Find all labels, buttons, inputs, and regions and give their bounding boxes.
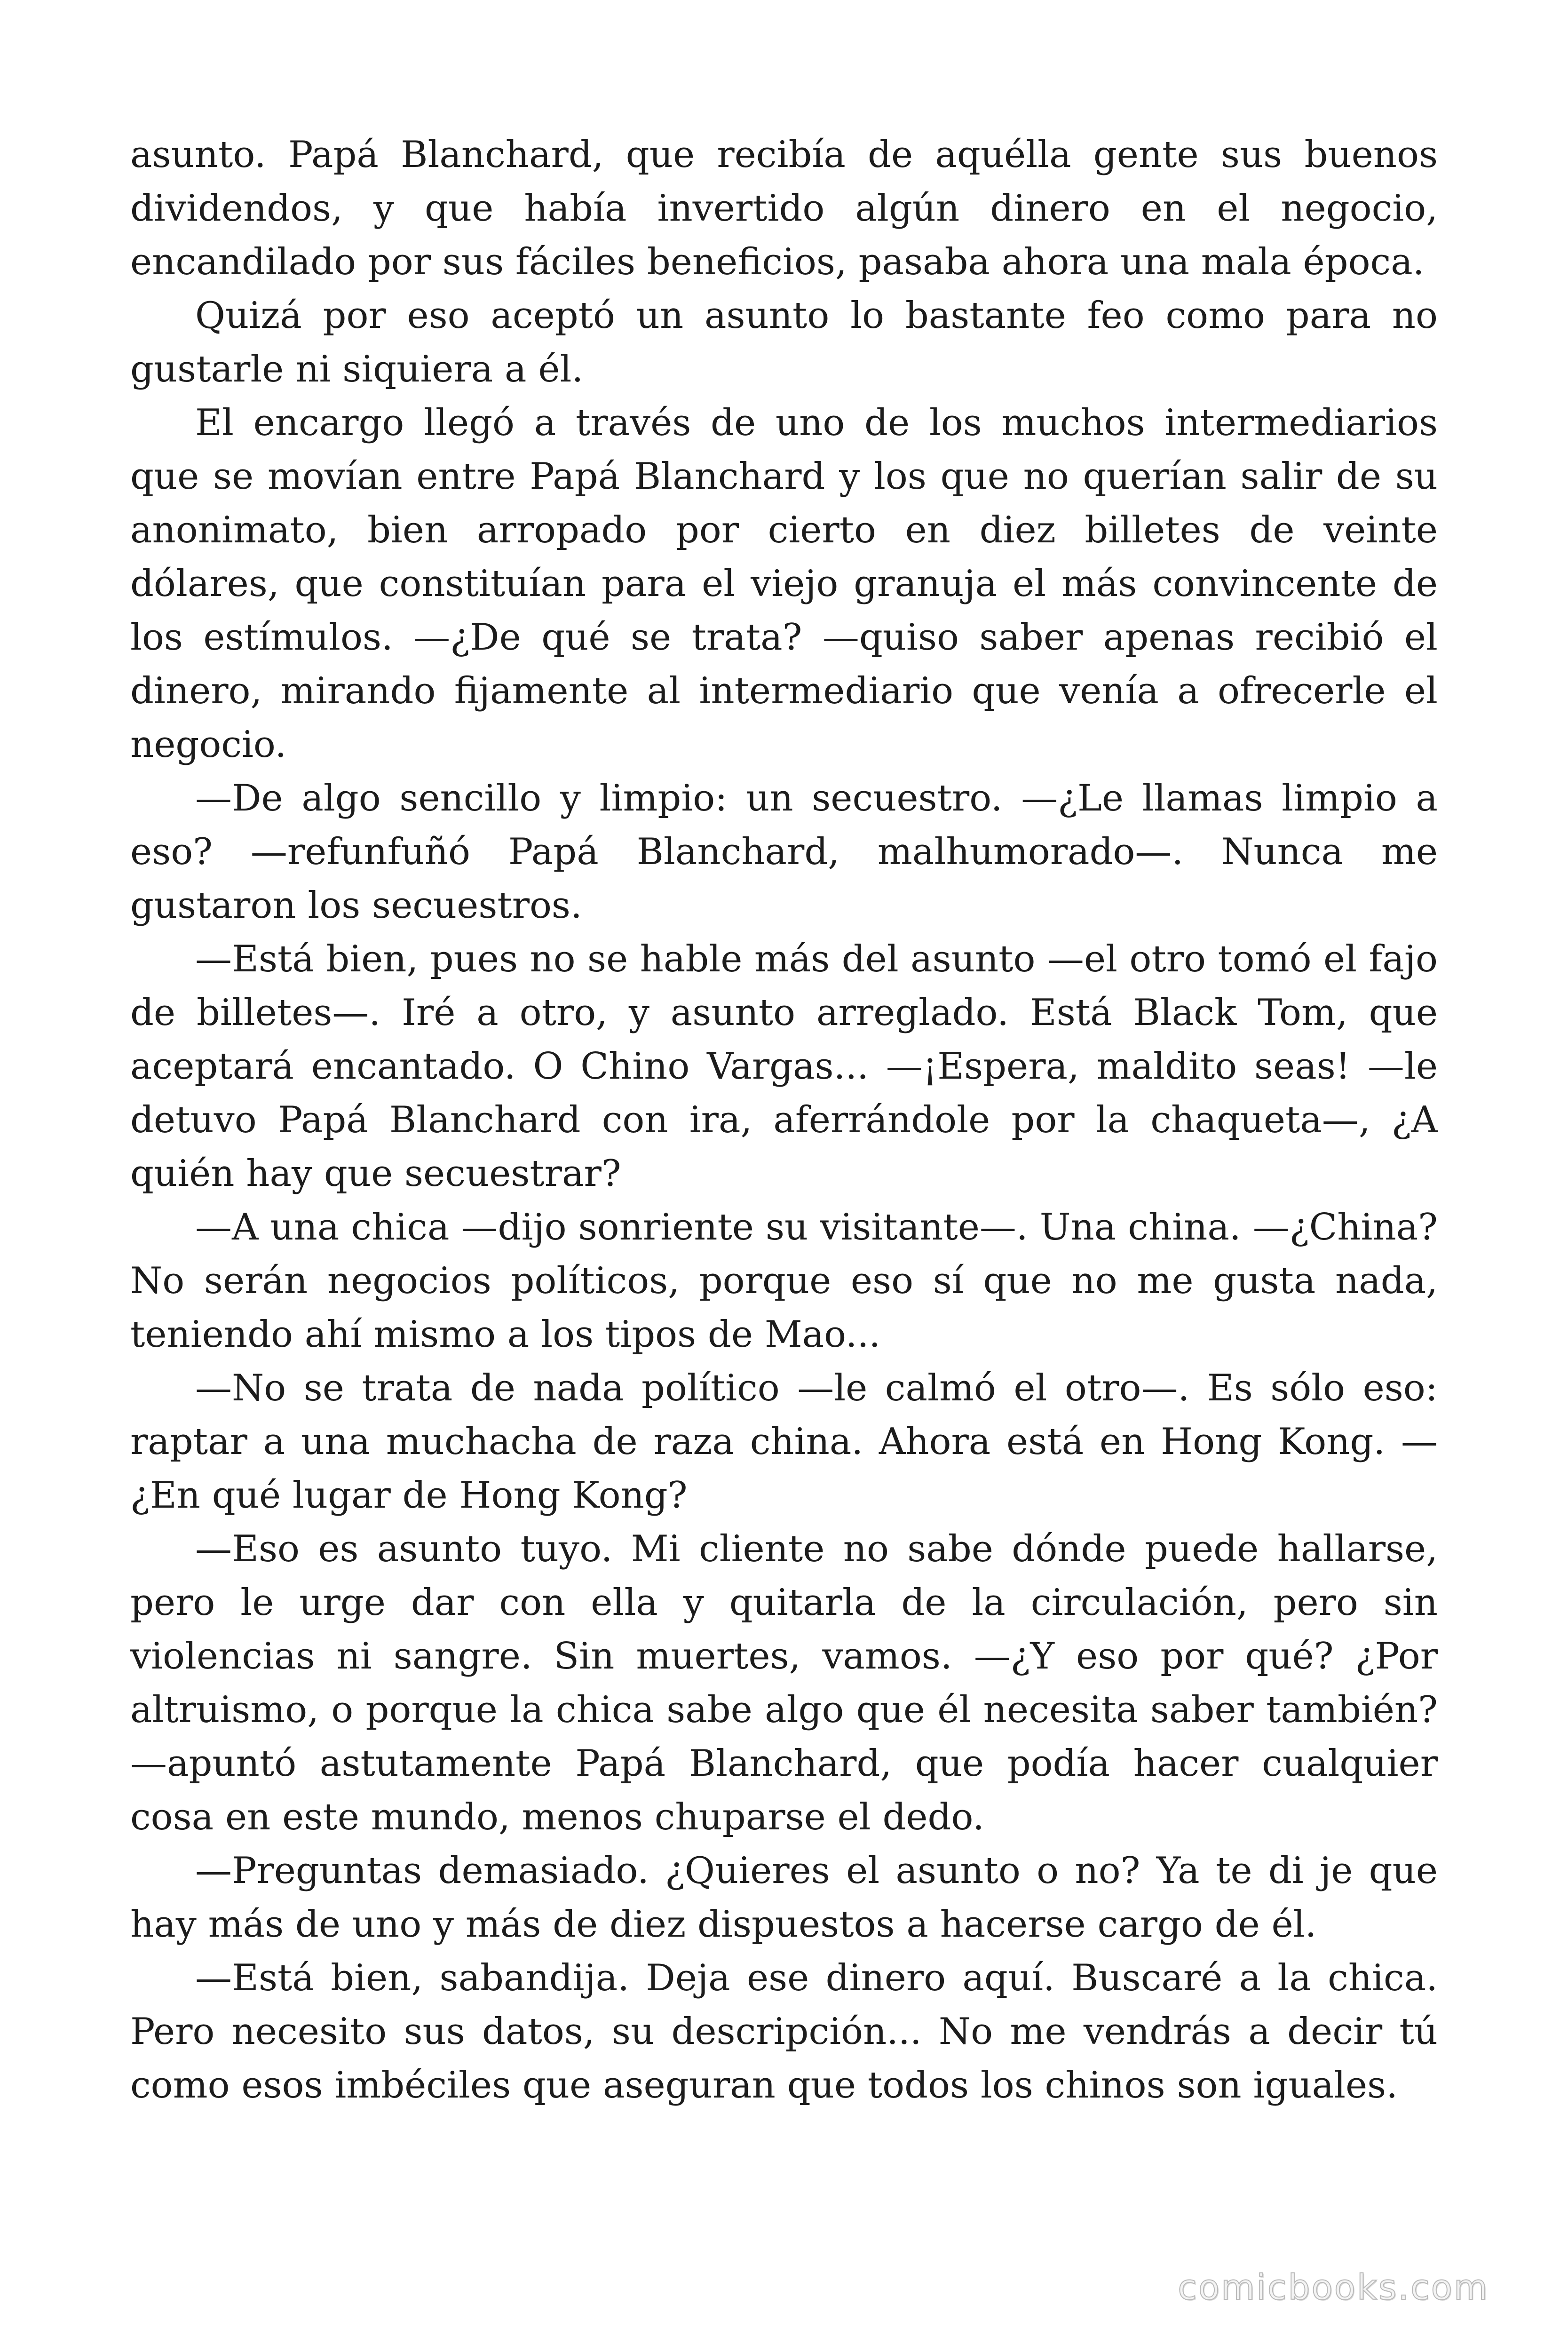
- paragraph-10: —Está bien, sabandija. Deja ese dinero aquí. Buscaré a la chica. Pero necesito sus datos, su descripción... No me vendrás a decir tú como esos imbéciles que aseguran que todos los chinos son iguales.: [130, 1957, 1438, 2106]
- page-body: [130, 128, 1438, 2112]
- watermark: comicbooks.com: [1178, 2267, 1489, 2308]
- paragraph-2: Quizá por eso aceptó un asunto lo bastante feo como para no gustarle ni siquiera a él.: [130, 294, 1438, 390]
- paragraph-5: —Está bien, pues no se hable más del asunto —el otro tomó el fajo de billetes—. Iré a otro, y asunto arreglado. Está Black Tom, que aceptará encantado. O Chino Vargas... —¡Espera, maldito seas! —le detuvo Papá Blanchard con ira, aferrándole por la chaqueta—, ¿A quién hay que secuestrar?: [130, 938, 1438, 1195]
- paragraph-8: —Eso es asunto tuyo. Mi cliente no sabe dónde puede hallarse, pero le urge dar con ella y quitarla de la circulación, pero sin violencias ni sangre. Sin muertes, vamos. —¿Y eso por qué? ¿Por altruismo, o porque la chica sabe algo que él necesita saber también? —apuntó astutamente Papá Blanchard, que podía hacer cualquier cosa en este mundo, menos chuparse el dedo.: [130, 1528, 1438, 1838]
- paragraph-4: —De algo sencillo y limpio: un secuestro. —¿Le llamas limpio a eso? —refunfuñó Papá Blanchard, malhumorado—. Nunca me gustaron los secuestros.: [130, 777, 1438, 927]
- paragraph-6: —A una chica —dijo sonriente su visitante—. Una china. —¿China? No serán negocios políticos, porque eso sí que no me gusta nada, teniendo ahí mismo a los tipos de Mao...: [130, 1206, 1438, 1356]
- paragraph-7: —No se trata de nada político —le calmó el otro—. Es sólo eso: raptar a una muchacha de raza china. Ahora está en Hong Kong. —¿En qué lugar de Hong Kong?: [130, 1367, 1438, 1517]
- paragraph-3: El encargo llegó a través de uno de los muchos intermediarios que se movían entre Papá Blanchard y los que no querían salir de su anonimato, bien arropado por cierto en diez billetes de veinte dólares, que constituían para el viejo granuja el más convincente de los estímulos. —¿De qué se trata? —quiso saber apenas recibió el dinero, mirando fijamente al intermediario que venía a ofrecerle el negocio.: [130, 402, 1438, 766]
- paragraph-1: asunto. Papá Blanchard, que recibía de aquélla gente sus buenos dividendos, y que había invertido algún dinero en el negocio, encandilado por sus fáciles beneficios, pasaba ahora una mala época.: [130, 134, 1438, 283]
- paragraph-9: —Preguntas demasiado. ¿Quieres el asunto o no? Ya te di je que hay más de uno y más de diez dispuestos a hacerse cargo de él.: [130, 1850, 1438, 1946]
